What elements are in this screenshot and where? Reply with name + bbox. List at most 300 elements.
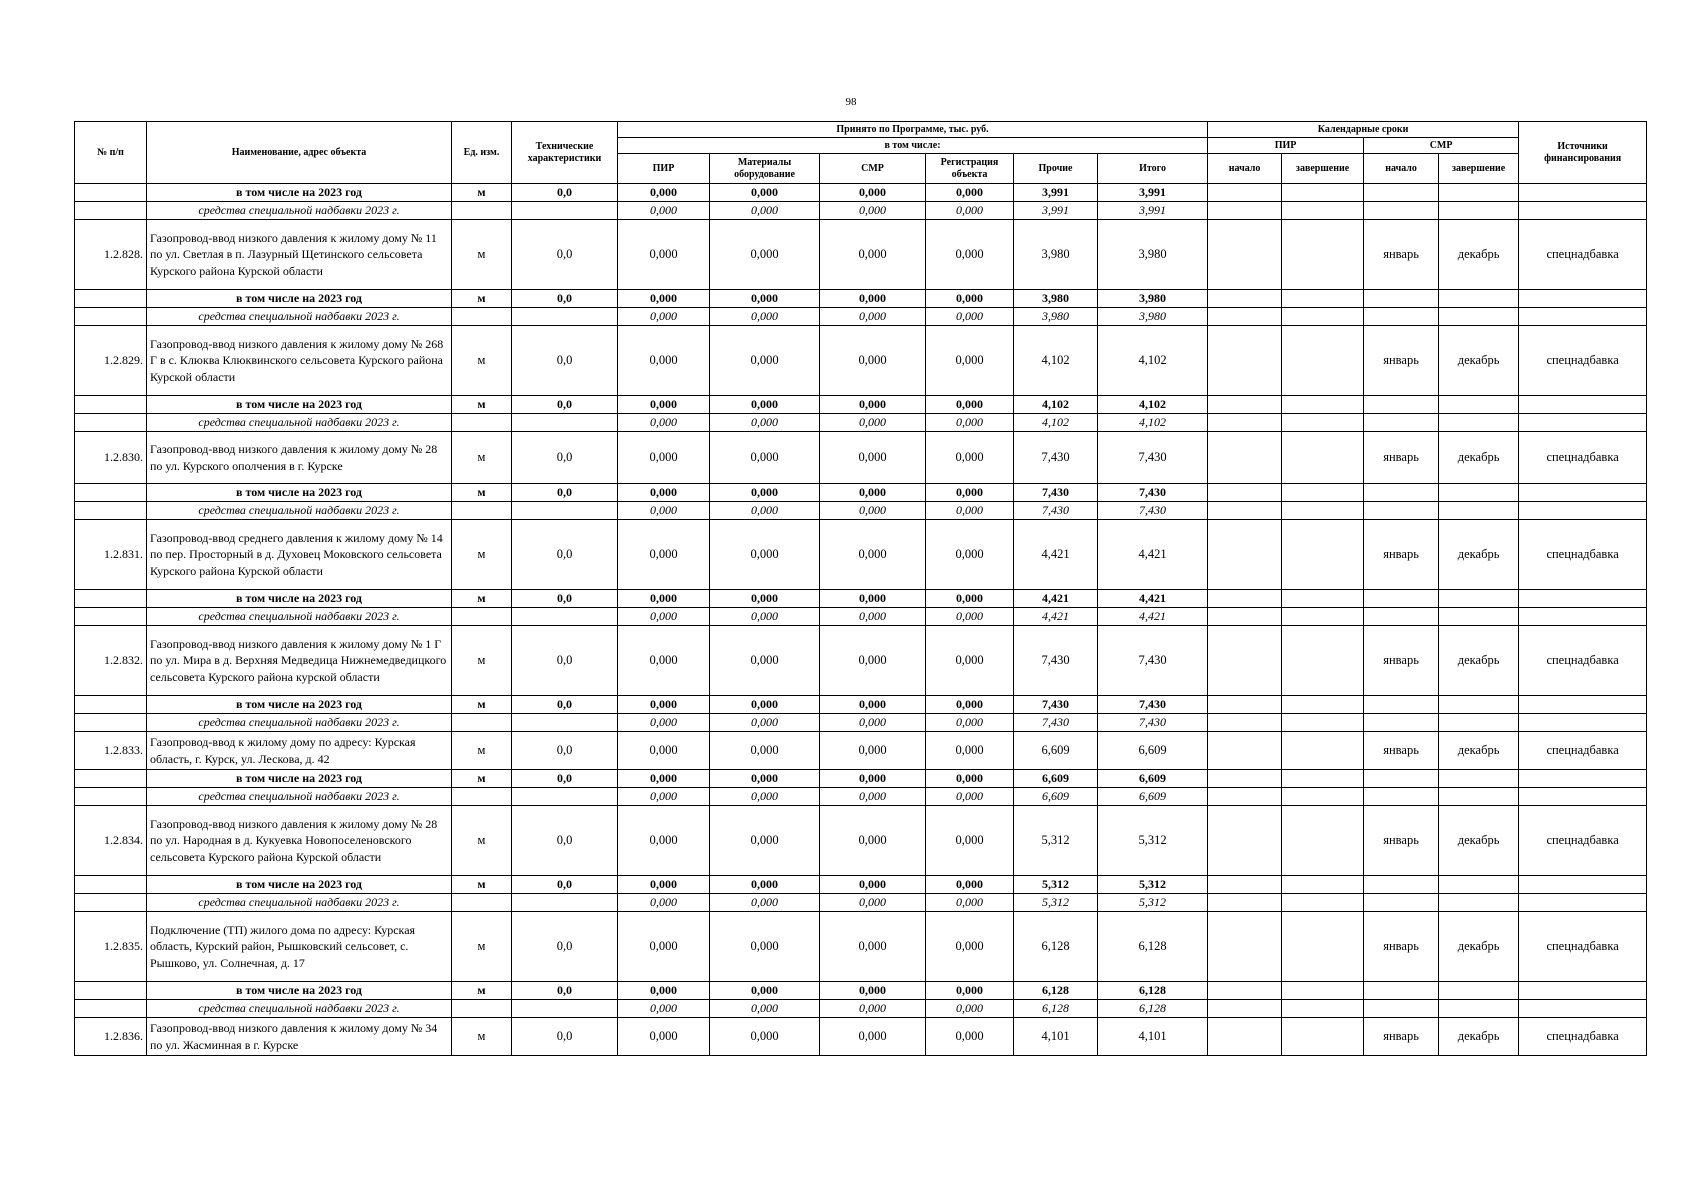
- header-calendar: Календарные сроки: [1208, 122, 1519, 138]
- unit-cell: м: [452, 626, 512, 696]
- pir-end-cell: [1282, 1018, 1364, 1056]
- funding-source-cell: спецнадбавка: [1519, 432, 1647, 484]
- reg-cell: 0,000: [926, 396, 1014, 414]
- empty-cell: [1519, 1000, 1647, 1018]
- pir-start-cell: [1208, 326, 1282, 396]
- empty-cell: [1519, 502, 1647, 520]
- other-cell: 3,980: [1014, 290, 1098, 308]
- smr-cell: 0,000: [820, 982, 926, 1000]
- tech-cell: 0,0: [512, 220, 618, 290]
- empty-cell: [1439, 788, 1519, 806]
- unit-cell: м: [452, 220, 512, 290]
- num-cell: [75, 396, 147, 414]
- empty-cell: [1364, 894, 1439, 912]
- empty-cell: [1208, 414, 1282, 432]
- row-label: в том числе на 2023 год: [147, 696, 452, 714]
- empty-cell: [1439, 202, 1519, 220]
- reg-cell: 0,000: [926, 290, 1014, 308]
- other-cell: 6,609: [1014, 788, 1098, 806]
- empty-cell: [1282, 202, 1364, 220]
- empty-cell: [1282, 770, 1364, 788]
- header-smr-start: начало: [1364, 154, 1439, 184]
- year-subtotal-row: [75, 290, 1647, 308]
- total-cell: 7,430: [1098, 502, 1208, 520]
- other-cell: 5,312: [1014, 876, 1098, 894]
- pir-cell: 0,000: [618, 220, 710, 290]
- unit-cell: м: [452, 326, 512, 396]
- other-cell: 4,421: [1014, 520, 1098, 590]
- empty-cell: [1519, 590, 1647, 608]
- empty-cell: [1282, 608, 1364, 626]
- mat-cell: 0,000: [710, 732, 820, 770]
- tech-cell: [512, 414, 618, 432]
- mat-cell: 0,000: [710, 484, 820, 502]
- object-name: Газопровод-ввод низкого давления к жилому дому № 11 по ул. Светлая в п. Лазурный Щетинского сельсовета Курского района Курской области: [147, 220, 452, 290]
- mat-cell: 0,000: [710, 982, 820, 1000]
- smr-start-cell: январь: [1364, 912, 1439, 982]
- empty-cell: [1439, 184, 1519, 202]
- row-label: в том числе на 2023 год: [147, 770, 452, 788]
- pir-cell: 0,000: [618, 184, 710, 202]
- reg-cell: 0,000: [926, 732, 1014, 770]
- mat-cell: 0,000: [710, 184, 820, 202]
- smr-cell: 0,000: [820, 626, 926, 696]
- funding-source-cell: спецнадбавка: [1519, 912, 1647, 982]
- empty-cell: [1208, 308, 1282, 326]
- num-cell: [75, 770, 147, 788]
- unit-cell: м: [452, 876, 512, 894]
- unit-cell: м: [452, 396, 512, 414]
- smr-start-cell: январь: [1364, 626, 1439, 696]
- smr-end-cell: декабрь: [1439, 732, 1519, 770]
- num-cell: [75, 414, 147, 432]
- unit-cell: [452, 608, 512, 626]
- tech-cell: 0,0: [512, 1018, 618, 1056]
- num-cell: [75, 714, 147, 732]
- empty-cell: [1439, 876, 1519, 894]
- empty-cell: [1282, 414, 1364, 432]
- row-label: средства специальной надбавки 2023 г.: [147, 202, 452, 220]
- row-label: средства специальной надбавки 2023 г.: [147, 608, 452, 626]
- smr-cell: 0,000: [820, 806, 926, 876]
- smr-cell: 0,000: [820, 590, 926, 608]
- empty-cell: [1364, 788, 1439, 806]
- row-label: в том числе на 2023 год: [147, 290, 452, 308]
- pir-start-cell: [1208, 806, 1282, 876]
- special-fund-row: [75, 714, 1647, 732]
- reg-cell: 0,000: [926, 806, 1014, 876]
- row-label: в том числе на 2023 год: [147, 484, 452, 502]
- smr-cell: 0,000: [820, 608, 926, 626]
- unit-cell: м: [452, 1018, 512, 1056]
- empty-cell: [1519, 770, 1647, 788]
- reg-cell: 0,000: [926, 912, 1014, 982]
- empty-cell: [1519, 396, 1647, 414]
- empty-cell: [1519, 876, 1647, 894]
- other-cell: 7,430: [1014, 626, 1098, 696]
- row-label: в том числе на 2023 год: [147, 876, 452, 894]
- total-cell: 5,312: [1098, 876, 1208, 894]
- header-name: Наименование, адрес объекта: [147, 122, 452, 184]
- object-row: [75, 326, 1647, 396]
- unit-cell: м: [452, 806, 512, 876]
- pir-cell: 0,000: [618, 732, 710, 770]
- other-cell: 6,609: [1014, 732, 1098, 770]
- object-name: Газопровод-ввод низкого давления к жилому дому № 28 по ул. Курского ополчения в г. Курске: [147, 432, 452, 484]
- unit-cell: [452, 414, 512, 432]
- pir-end-cell: [1282, 432, 1364, 484]
- pir-cell: 0,000: [618, 202, 710, 220]
- year-subtotal-row: [75, 982, 1647, 1000]
- header-unit: Ед. изм.: [452, 122, 512, 184]
- smr-cell: 0,000: [820, 732, 926, 770]
- pir-start-cell: [1208, 912, 1282, 982]
- smr-cell: 0,000: [820, 1018, 926, 1056]
- empty-cell: [1208, 202, 1282, 220]
- total-cell: 4,421: [1098, 520, 1208, 590]
- smr-cell: 0,000: [820, 770, 926, 788]
- empty-cell: [1439, 714, 1519, 732]
- empty-cell: [1282, 894, 1364, 912]
- funding-source-cell: спецнадбавка: [1519, 626, 1647, 696]
- empty-cell: [1439, 1000, 1519, 1018]
- object-number: 1.2.835.: [75, 912, 147, 982]
- row-label: средства специальной надбавки 2023 г.: [147, 894, 452, 912]
- other-cell: 6,609: [1014, 770, 1098, 788]
- unit-cell: м: [452, 184, 512, 202]
- reg-cell: 0,000: [926, 414, 1014, 432]
- empty-cell: [1208, 184, 1282, 202]
- mat-cell: 0,000: [710, 696, 820, 714]
- smr-cell: 0,000: [820, 696, 926, 714]
- empty-cell: [1364, 770, 1439, 788]
- reg-cell: 0,000: [926, 626, 1014, 696]
- header-pir: ПИР: [618, 154, 710, 184]
- other-cell: 7,430: [1014, 432, 1098, 484]
- empty-cell: [1208, 876, 1282, 894]
- unit-cell: м: [452, 590, 512, 608]
- smr-cell: 0,000: [820, 502, 926, 520]
- num-cell: [75, 696, 147, 714]
- mat-cell: 0,000: [710, 1018, 820, 1056]
- reg-cell: 0,000: [926, 1018, 1014, 1056]
- unit-cell: м: [452, 484, 512, 502]
- mat-cell: 0,000: [710, 308, 820, 326]
- empty-cell: [1364, 590, 1439, 608]
- pir-cell: 0,000: [618, 502, 710, 520]
- reg-cell: 0,000: [926, 982, 1014, 1000]
- pir-end-cell: [1282, 220, 1364, 290]
- empty-cell: [1519, 202, 1647, 220]
- empty-cell: [1364, 290, 1439, 308]
- header-num: № п/п: [75, 122, 147, 184]
- pir-cell: 0,000: [618, 1000, 710, 1018]
- object-number: 1.2.836.: [75, 1018, 147, 1056]
- special-fund-row: [75, 202, 1647, 220]
- pir-end-cell: [1282, 732, 1364, 770]
- tech-cell: [512, 714, 618, 732]
- mat-cell: 0,000: [710, 502, 820, 520]
- pir-cell: 0,000: [618, 520, 710, 590]
- pir-cell: 0,000: [618, 770, 710, 788]
- pir-start-cell: [1208, 1018, 1282, 1056]
- smr-cell: 0,000: [820, 290, 926, 308]
- object-row: [75, 806, 1647, 876]
- other-cell: 7,430: [1014, 484, 1098, 502]
- page-number: 98: [845, 96, 857, 108]
- empty-cell: [1208, 982, 1282, 1000]
- mat-cell: 0,000: [710, 806, 820, 876]
- unit-cell: [452, 788, 512, 806]
- empty-cell: [1208, 484, 1282, 502]
- year-subtotal-row: [75, 696, 1647, 714]
- num-cell: [75, 894, 147, 912]
- num-cell: [75, 982, 147, 1000]
- header-materials: Материалы оборудование: [710, 154, 820, 184]
- row-label: в том числе на 2023 год: [147, 590, 452, 608]
- smr-cell: 0,000: [820, 788, 926, 806]
- smr-end-cell: декабрь: [1439, 806, 1519, 876]
- special-fund-row: [75, 1000, 1647, 1018]
- empty-cell: [1282, 696, 1364, 714]
- smr-start-cell: январь: [1364, 1018, 1439, 1056]
- tech-cell: 0,0: [512, 626, 618, 696]
- tech-cell: [512, 502, 618, 520]
- tech-cell: [512, 308, 618, 326]
- empty-cell: [1519, 184, 1647, 202]
- row-label: средства специальной надбавки 2023 г.: [147, 502, 452, 520]
- other-cell: 7,430: [1014, 696, 1098, 714]
- smr-cell: 0,000: [820, 876, 926, 894]
- other-cell: 5,312: [1014, 806, 1098, 876]
- other-cell: 3,980: [1014, 220, 1098, 290]
- pir-cell: 0,000: [618, 788, 710, 806]
- reg-cell: 0,000: [926, 590, 1014, 608]
- mat-cell: 0,000: [710, 202, 820, 220]
- smr-cell: 0,000: [820, 894, 926, 912]
- num-cell: [75, 502, 147, 520]
- pir-cell: 0,000: [618, 894, 710, 912]
- pir-cell: 0,000: [618, 806, 710, 876]
- other-cell: 5,312: [1014, 894, 1098, 912]
- pir-cell: 0,000: [618, 912, 710, 982]
- unit-cell: [452, 202, 512, 220]
- mat-cell: 0,000: [710, 770, 820, 788]
- empty-cell: [1282, 502, 1364, 520]
- tech-cell: [512, 894, 618, 912]
- mat-cell: 0,000: [710, 396, 820, 414]
- empty-cell: [1519, 788, 1647, 806]
- header-pir-end: завершение: [1282, 154, 1364, 184]
- smr-end-cell: декабрь: [1439, 432, 1519, 484]
- empty-cell: [1282, 290, 1364, 308]
- other-cell: 4,421: [1014, 590, 1098, 608]
- header-cal-smr: СМР: [1364, 138, 1519, 154]
- total-cell: 4,421: [1098, 608, 1208, 626]
- header-tech: Технические характеристики: [512, 122, 618, 184]
- pir-end-cell: [1282, 912, 1364, 982]
- smr-cell: 0,000: [820, 714, 926, 732]
- special-fund-row: [75, 608, 1647, 626]
- tech-cell: 0,0: [512, 770, 618, 788]
- smr-end-cell: декабрь: [1439, 220, 1519, 290]
- reg-cell: 0,000: [926, 876, 1014, 894]
- special-fund-row: [75, 414, 1647, 432]
- empty-cell: [1519, 484, 1647, 502]
- mat-cell: 0,000: [710, 220, 820, 290]
- tech-cell: [512, 608, 618, 626]
- unit-cell: м: [452, 912, 512, 982]
- pir-end-cell: [1282, 520, 1364, 590]
- tech-cell: 0,0: [512, 806, 618, 876]
- funding-source-cell: спецнадбавка: [1519, 732, 1647, 770]
- mat-cell: 0,000: [710, 894, 820, 912]
- mat-cell: 0,000: [710, 788, 820, 806]
- smr-start-cell: январь: [1364, 520, 1439, 590]
- mat-cell: 0,000: [710, 326, 820, 396]
- mat-cell: 0,000: [710, 520, 820, 590]
- total-cell: 4,102: [1098, 326, 1208, 396]
- object-name: Газопровод-ввод низкого давления к жилому дому № 34 по ул. Жасминная в г. Курске: [147, 1018, 452, 1056]
- tech-cell: 0,0: [512, 432, 618, 484]
- unit-cell: м: [452, 732, 512, 770]
- object-number: 1.2.833.: [75, 732, 147, 770]
- year-subtotal-row: [75, 484, 1647, 502]
- pir-start-cell: [1208, 220, 1282, 290]
- empty-cell: [1519, 608, 1647, 626]
- total-cell: 5,312: [1098, 894, 1208, 912]
- pir-start-cell: [1208, 626, 1282, 696]
- row-label: средства специальной надбавки 2023 г.: [147, 714, 452, 732]
- header-including: в том числе:: [618, 138, 1208, 154]
- empty-cell: [1519, 696, 1647, 714]
- tech-cell: 0,0: [512, 290, 618, 308]
- tech-cell: 0,0: [512, 184, 618, 202]
- empty-cell: [1364, 414, 1439, 432]
- mat-cell: 0,000: [710, 414, 820, 432]
- empty-cell: [1364, 608, 1439, 626]
- other-cell: 4,102: [1014, 414, 1098, 432]
- object-name: Подключение (ТП) жилого дома по адресу: Курская область, Курский район, Рышковский сельсовет, с. Рышково, ул. Солнечная, д. 17: [147, 912, 452, 982]
- object-row: [75, 732, 1647, 770]
- num-cell: [75, 202, 147, 220]
- smr-start-cell: январь: [1364, 806, 1439, 876]
- object-name: Газопровод-ввод низкого давления к жилому дому № 1 Г по ул. Мира в д. Верхняя Медведица Нижнемедведицкого сельсовета Курского района курской области: [147, 626, 452, 696]
- num-cell: [75, 290, 147, 308]
- total-cell: 6,609: [1098, 788, 1208, 806]
- pir-cell: 0,000: [618, 876, 710, 894]
- pir-start-cell: [1208, 732, 1282, 770]
- unit-cell: [452, 894, 512, 912]
- empty-cell: [1439, 484, 1519, 502]
- empty-cell: [1439, 414, 1519, 432]
- smr-cell: 0,000: [820, 326, 926, 396]
- other-cell: 3,991: [1014, 184, 1098, 202]
- smr-cell: 0,000: [820, 484, 926, 502]
- mat-cell: 0,000: [710, 1000, 820, 1018]
- header-other: Прочие: [1014, 154, 1098, 184]
- mat-cell: 0,000: [710, 714, 820, 732]
- total-cell: 6,128: [1098, 1000, 1208, 1018]
- object-name: Газопровод-ввод к жилому дому по адресу: Курская область, г. Курск, ул. Лескова, д. 42: [147, 732, 452, 770]
- reg-cell: 0,000: [926, 608, 1014, 626]
- special-fund-row: [75, 308, 1647, 326]
- total-cell: 4,102: [1098, 396, 1208, 414]
- row-label: в том числе на 2023 год: [147, 396, 452, 414]
- empty-cell: [1364, 184, 1439, 202]
- tech-cell: 0,0: [512, 696, 618, 714]
- unit-cell: м: [452, 432, 512, 484]
- header-accepted: Принято по Программе, тыс. руб.: [618, 122, 1208, 138]
- pir-cell: 0,000: [618, 396, 710, 414]
- num-cell: [75, 590, 147, 608]
- unit-cell: [452, 714, 512, 732]
- total-cell: 7,430: [1098, 714, 1208, 732]
- pir-cell: 0,000: [618, 1018, 710, 1056]
- other-cell: 3,991: [1014, 202, 1098, 220]
- unit-cell: м: [452, 696, 512, 714]
- reg-cell: 0,000: [926, 502, 1014, 520]
- empty-cell: [1282, 714, 1364, 732]
- other-cell: 4,421: [1014, 608, 1098, 626]
- object-row: [75, 626, 1647, 696]
- row-label: средства специальной надбавки 2023 г.: [147, 788, 452, 806]
- row-label: в том числе на 2023 год: [147, 184, 452, 202]
- other-cell: 7,430: [1014, 502, 1098, 520]
- other-cell: 4,102: [1014, 326, 1098, 396]
- smr-cell: 0,000: [820, 220, 926, 290]
- pir-cell: 0,000: [618, 308, 710, 326]
- empty-cell: [1364, 502, 1439, 520]
- tech-cell: 0,0: [512, 520, 618, 590]
- tech-cell: 0,0: [512, 876, 618, 894]
- empty-cell: [1364, 202, 1439, 220]
- empty-cell: [1282, 982, 1364, 1000]
- empty-cell: [1439, 770, 1519, 788]
- empty-cell: [1439, 608, 1519, 626]
- total-cell: 3,991: [1098, 184, 1208, 202]
- empty-cell: [1282, 1000, 1364, 1018]
- smr-end-cell: декабрь: [1439, 626, 1519, 696]
- header-smr: СМР: [820, 154, 926, 184]
- smr-cell: 0,000: [820, 912, 926, 982]
- header-registration: Регистрация объекта: [926, 154, 1014, 184]
- empty-cell: [1519, 414, 1647, 432]
- empty-cell: [1282, 484, 1364, 502]
- other-cell: 3,980: [1014, 308, 1098, 326]
- reg-cell: 0,000: [926, 184, 1014, 202]
- tech-cell: 0,0: [512, 732, 618, 770]
- pir-end-cell: [1282, 806, 1364, 876]
- pir-cell: 0,000: [618, 414, 710, 432]
- pir-cell: 0,000: [618, 608, 710, 626]
- mat-cell: 0,000: [710, 432, 820, 484]
- num-cell: [75, 608, 147, 626]
- other-cell: 6,128: [1014, 912, 1098, 982]
- total-cell: 4,102: [1098, 414, 1208, 432]
- unit-cell: м: [452, 520, 512, 590]
- smr-cell: 0,000: [820, 1000, 926, 1018]
- num-cell: [75, 876, 147, 894]
- other-cell: 7,430: [1014, 714, 1098, 732]
- empty-cell: [1439, 590, 1519, 608]
- mat-cell: 0,000: [710, 876, 820, 894]
- object-row: [75, 220, 1647, 290]
- empty-cell: [1519, 308, 1647, 326]
- empty-cell: [1208, 714, 1282, 732]
- empty-cell: [1519, 982, 1647, 1000]
- tech-cell: 0,0: [512, 484, 618, 502]
